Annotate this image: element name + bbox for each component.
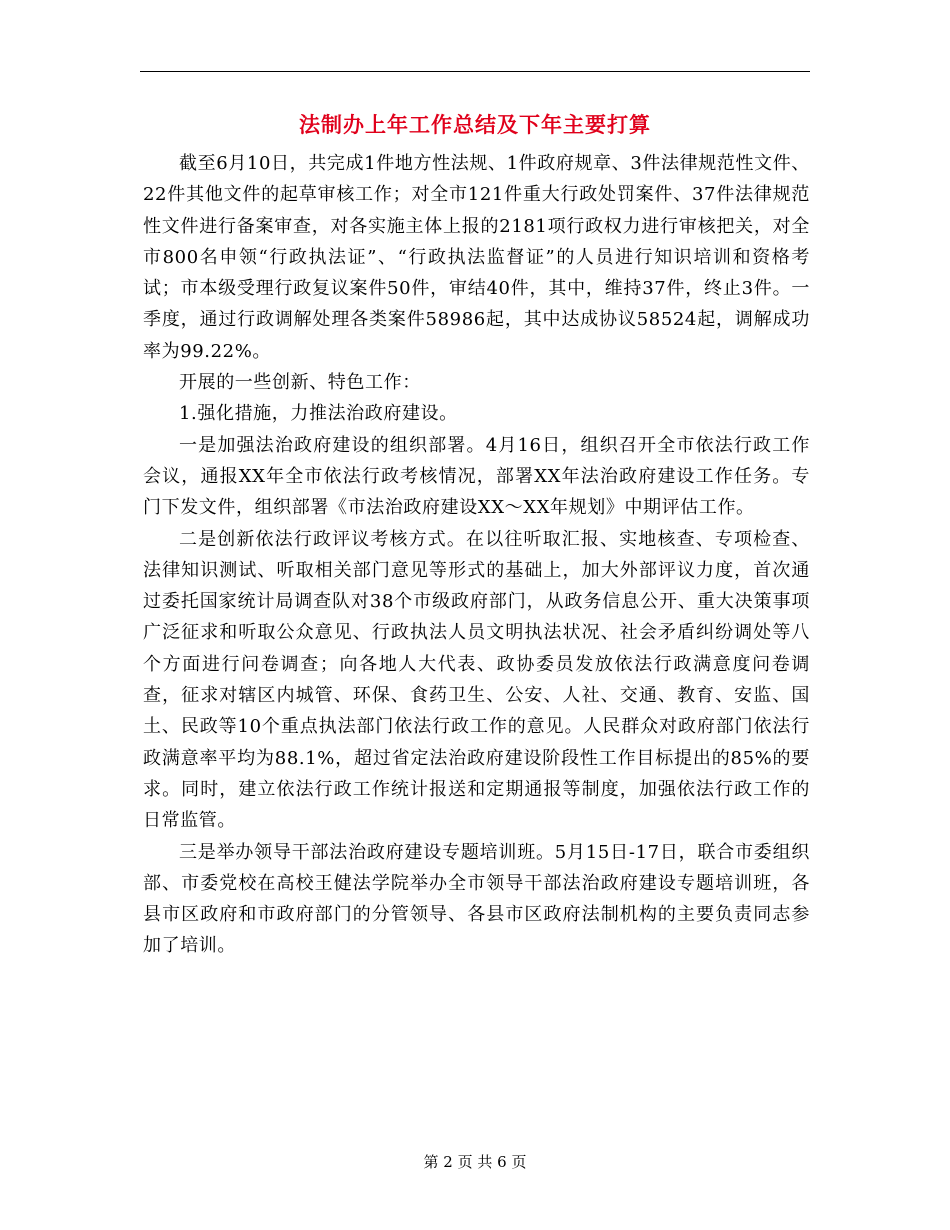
page-footer [0,1152,950,1172]
document-body [143,148,810,962]
page-number: 第 2 页 共 6 页 [423,1153,527,1171]
paragraph-item-3: 三是举办领导干部法治政府建设专题培训班。5月15日-17日，联合市委组织部、市委党校在高校王健法学院举办全市领导干部法治政府建设专题培训班，各县市区政府和市政府部门的分管领导、各县市区政府法制机构的主要负责同志参加了培训。 [143,841,810,957]
paragraph-item-2: 二是创新依法行政评议考核方式。在以往听取汇报、实地核查、专项检查、法律知识测试、听取相关部门意见等形式的基础上，加大外部评议力度，首次通过委托国家统计局调查队对38个市级政府部门，从政务信息公开、重大决策事项广泛征求和听取公众意见、行政执法人员文明执法状况、社会矛盾纠纷调处等八个方面进行问卷调查；向各地人大代表、政协委员发放依法行政满意度问卷调查，征求对辖区内城管、环保、食药卫生、公安、人社、交通、教育、安监、国土、民政等10个重点执法部门依法行政工作的意见。人民群众对政府部门依法行政满意率平均为88.1%，超过省定法治政府建设阶段性工作目标提出的85%的要求。同时，建立依法行政工作统计报送和定期通报等制度，加强依法行政工作的日常监管。 [143,528,810,832]
paragraph-summary: 截至6月10日，共完成1件地方性法规、1件政府规章、3件法律规范性文件、22件其他文件的起草审核工作；对全市121件重大行政处罚案件、37件法律规范性文件进行备案审查，对各实施主体上报的2181项行政权力进行审核把关，对全市800名申领“行政执法证”、“行政执法监督证”的人员进行知识培训和资格考试；市本级受理行政复议案件50件，审结40件，其中，维持37件，终止3件。一季度，通过行政调解处理各类案件58986起，其中达成协议58524起，调解成功率为99.22%。 [143,153,810,362]
document-title: 法制办上年工作总结及下年主要打算 [299,112,651,137]
paragraph-section-1: 1.强化措施，力推法治政府建设。 [179,403,458,425]
paragraph-innovation-intro: 开展的一些创新、特色工作： [179,372,421,394]
paragraph-item-1: 一是加强法治政府建设的组织部署。4月16日，组织召开全市依法行政工作会议，通报XX年全市依法行政考核情况，部署XX年法治政府建设工作任务。专门下发文件，组织部署《市法治政府建设XX～XX年规划》中期评估工作。 [143,434,810,519]
header-rule [140,71,810,72]
